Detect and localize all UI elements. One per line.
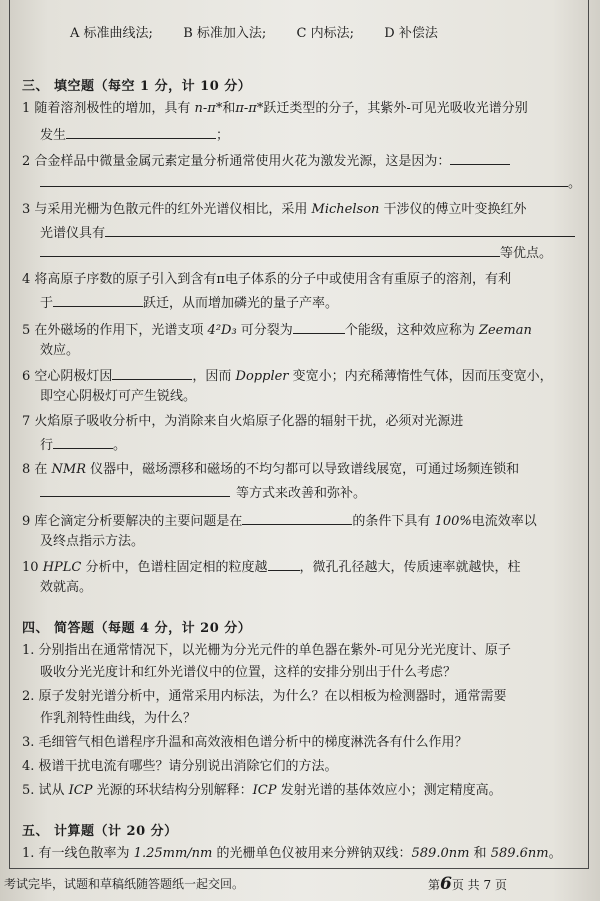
section-4-title: 四、 简答题（每题 4 分，计 20 分） bbox=[22, 621, 252, 636]
choice-d: D 补偿法 bbox=[384, 26, 438, 41]
footer-note: 考试完毕，试题和草稿纸随答题纸一起交回。 bbox=[4, 877, 245, 891]
fill-q10-line1: 10 HPLC 分析中，色谱柱固定相的粒度越 ，微孔孔径越大，传质速率就越快，柱 bbox=[22, 560, 521, 575]
fill-q1-line1: 1 随着溶剂极性的增加，具有 n-π*和π-π*跃迁类型的分子，其紫外-可见光吸收光谱分别 bbox=[22, 101, 528, 116]
short-q4: 4. 极谱干扰电流有哪些？请分别说出消除它们的方法。 bbox=[22, 759, 338, 774]
short-q5: 5. 试从 ICP 光源的环状结构分别解释：ICP 发射光谱的基体效应小；测定精度高。 bbox=[22, 783, 502, 798]
fill-q3-line1: 3 与采用光栅为色散元件的红外光谱仪相比，采用 Michelson 干涉仪的傅立叶变换红外 bbox=[22, 202, 527, 217]
fill-q10-line2: 效就高。 bbox=[40, 580, 93, 595]
answer-blank[interactable] bbox=[242, 512, 352, 525]
choice-c: C 内标法; bbox=[296, 26, 355, 41]
answer-blank[interactable] bbox=[40, 174, 568, 187]
answer-blank[interactable] bbox=[293, 321, 345, 334]
page-indicator: 第6页 共 7 页 bbox=[428, 874, 507, 894]
page-number: 6 bbox=[440, 874, 452, 894]
answer-blank[interactable] bbox=[112, 367, 192, 380]
fill-q7-line1: 7 火焰原子吸收分析中，为消除来自火焰原子化器的辐射干扰，必须对光源进 bbox=[22, 414, 464, 429]
choice-a: A 标准曲线法; bbox=[70, 26, 153, 41]
short-q2-line2: 作乳剂特性曲线，为什么？ bbox=[40, 711, 197, 726]
choice-options bbox=[70, 26, 570, 42]
choice-b: B 标准加入法; bbox=[183, 26, 267, 41]
fill-q2-line1: 2 合金样品中微量金属元素定量分析通常使用火花为激发光源，这是因为： bbox=[22, 152, 582, 170]
fill-q9-line2: 及终点指示方法。 bbox=[40, 534, 145, 549]
fill-q9-line1: 9 库仑滴定分析要解决的主要问题是在 的条件下具有 100%电流效率以 bbox=[22, 514, 537, 529]
fill-q7-line2: 行 。 bbox=[40, 438, 127, 453]
calc-q1: 1. 有一线色散率为 1.25mm/nm 的光栅单色仪被用来分辨钠双线：589.0nm 和 589.6nm。 bbox=[22, 846, 562, 861]
fill-q5-line2: 效应。 bbox=[40, 343, 80, 358]
answer-blank[interactable] bbox=[450, 152, 510, 165]
answer-blank[interactable] bbox=[40, 484, 230, 497]
fill-q1-line2: 发生 ； bbox=[40, 128, 230, 143]
fill-q8-line2: 等方式来改善和弥补。 bbox=[40, 484, 600, 502]
fill-q5-line1: 5 在外磁场的作用下，光谱支项 4²D₃ 可分裂为 个能级，这种效应称为 Zeeman bbox=[22, 323, 532, 338]
answer-blank[interactable] bbox=[53, 294, 143, 307]
fill-q3-line3: 等优点。 bbox=[40, 244, 600, 262]
fill-q4-line2: 于 跃迁，从而增加磷光的量子产率。 bbox=[40, 296, 339, 311]
answer-blank[interactable] bbox=[40, 244, 500, 257]
fill-q8-line1: 8 在 NMR 仪器中，磁场漂移和磁场的不均匀都可以导致谱线展宽，可通过场频连锁和 bbox=[22, 462, 520, 477]
fill-q3-line2: 光谱仪具有 bbox=[40, 224, 600, 242]
answer-blank[interactable] bbox=[53, 436, 113, 449]
fill-q6-line1: 6 空心阴极灯因 ，因而 Doppler 变宽小；内充稀薄惰性气体，因而压变宽小， bbox=[22, 369, 553, 384]
answer-blank[interactable] bbox=[66, 126, 216, 139]
short-q3: 3. 毛细管气相色谱程序升温和高效液相色谱分析中的梯度淋洗各有什么作用？ bbox=[22, 735, 468, 750]
fill-q2-line2: 。 bbox=[40, 174, 600, 192]
fill-q6-line2: 即空心阴极灯可产生锐线。 bbox=[40, 389, 197, 404]
section-5-title: 五、 计算题（计 20 分） bbox=[22, 824, 178, 839]
short-q2-line1: 2. 原子发射光谱分析中，通常采用内标法，为什么？在以相板为检测器时，通常需要 bbox=[22, 689, 507, 704]
section-3-title: 三、 填空题（每空 1 分，计 10 分） bbox=[22, 79, 252, 94]
fill-q4-line1: 4 将高原子序数的原子引入到含有π电子体系的分子中或使用含有重原子的溶剂，有利 bbox=[22, 272, 511, 287]
short-q1-line2: 吸收分光光度计和红外光谱仪中的位置，这样的安排分别出于什么考虑？ bbox=[40, 665, 457, 680]
answer-blank[interactable] bbox=[105, 224, 575, 237]
short-q1-line1: 1. 分别指出在通常情况下，以光栅为分光元件的单色器在紫外-可见分光光度计、原子 bbox=[22, 643, 511, 658]
answer-blank[interactable] bbox=[268, 558, 300, 571]
